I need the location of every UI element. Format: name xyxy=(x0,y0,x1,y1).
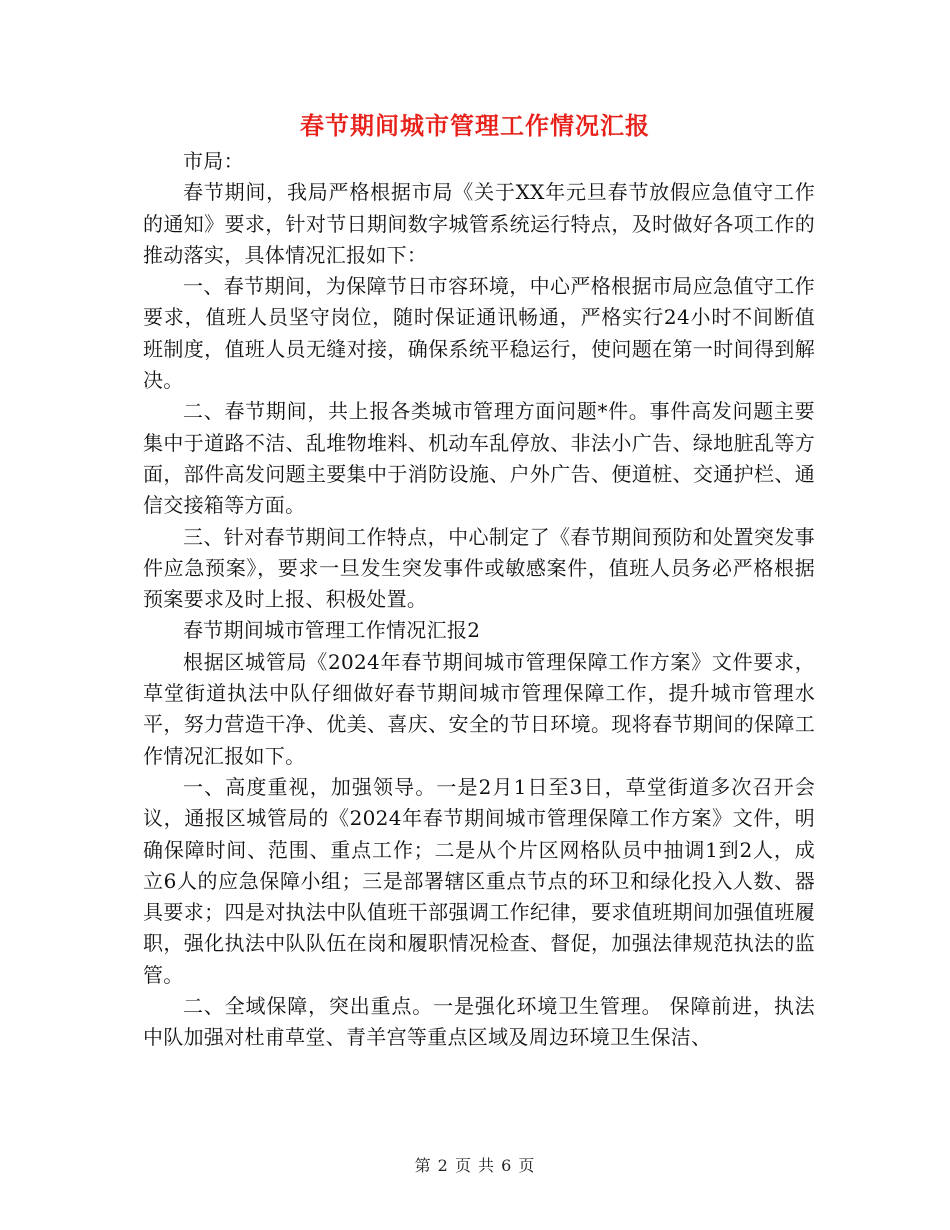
intro-paragraph: 春节期间，我局严格根据市局《关于XX年元旦春节放假应急值守工作的通知》要求，针对节日期间数字城管系统运行特点，及时做好各项工作的推动落实，具体情况汇报如下： xyxy=(143,180,815,267)
second-report-heading: 春节期间城市管理工作情况汇报2 xyxy=(183,618,481,643)
section-one-paragraph: 一、春节期间，为保障节日市容环境，中心严格根据市局应急值守工作要求，值班人员坚守岗位，随时保证通讯畅通，严格实行24小时不间断值班制度，值班人员无缝对接，确保系统平稳运行，使问题在第一时间得到解决。 xyxy=(143,274,815,393)
second-report-section-one-paragraph: 一、高度重视，加强领导。一是2月1日至3日，草堂街道多次召开会议，通报区城管局的《2024年春节期间城市管理保障工作方案》文件，明确保障时间、范围、重点工作；二是从个片区网格队员中抽调1到2人，成立6人的应急保障小组；三是部署辖区重点节点的环卫和绿化投入人数、器具要求；四是对执法中队值班干部强调工作纪律，要求值班期间加强值班履职，强化执法中队队伍在岗和履职情况检查、督促，加强法律规范执法的监管。 xyxy=(143,774,815,987)
section-two-paragraph: 二、春节期间，共上报各类城市管理方面问题*件。事件高发问题主要集中于道路不洁、乱堆物堆料、机动车乱停放、非法小广告、绿地脏乱等方面，部件高发问题主要集中于消防设施、户外广告、便道桩、交通护栏、通信交接箱等方面。 xyxy=(143,399,815,518)
document-body xyxy=(143,146,815,1054)
section-three-paragraph: 三、针对春节期间工作特点，中心制定了《春节期间预防和处置突发事件应急预案》，要求一旦发生突发事件或敏感案件，值班人员务必严格根据预案要求及时上报、积极处置。 xyxy=(143,524,815,612)
document-title: 春节期间城市管理工作情况汇报 xyxy=(300,111,650,140)
salutation-paragraph: 市局： xyxy=(183,149,244,173)
second-report-section-two-paragraph: 二、全域保障，突出重点。一是强化环境卫生管理。 保障前进，执法中队加强对杜甫草堂、青羊宫等重点区域及周边环境卫生保洁、 xyxy=(143,994,815,1050)
second-report-intro-paragraph: 根据区城管局《2024年春节期间城市管理保障工作方案》文件要求，草堂街道执法中队仔细做好春节期间城市管理保障工作，提升城市管理水平，努力营造干净、优美、喜庆、安全的节日环境。现将春节期间的保障工作情况汇报如下。 xyxy=(143,649,815,768)
page-number-footer: 第 2 页 共 6 页 xyxy=(414,1156,536,1175)
